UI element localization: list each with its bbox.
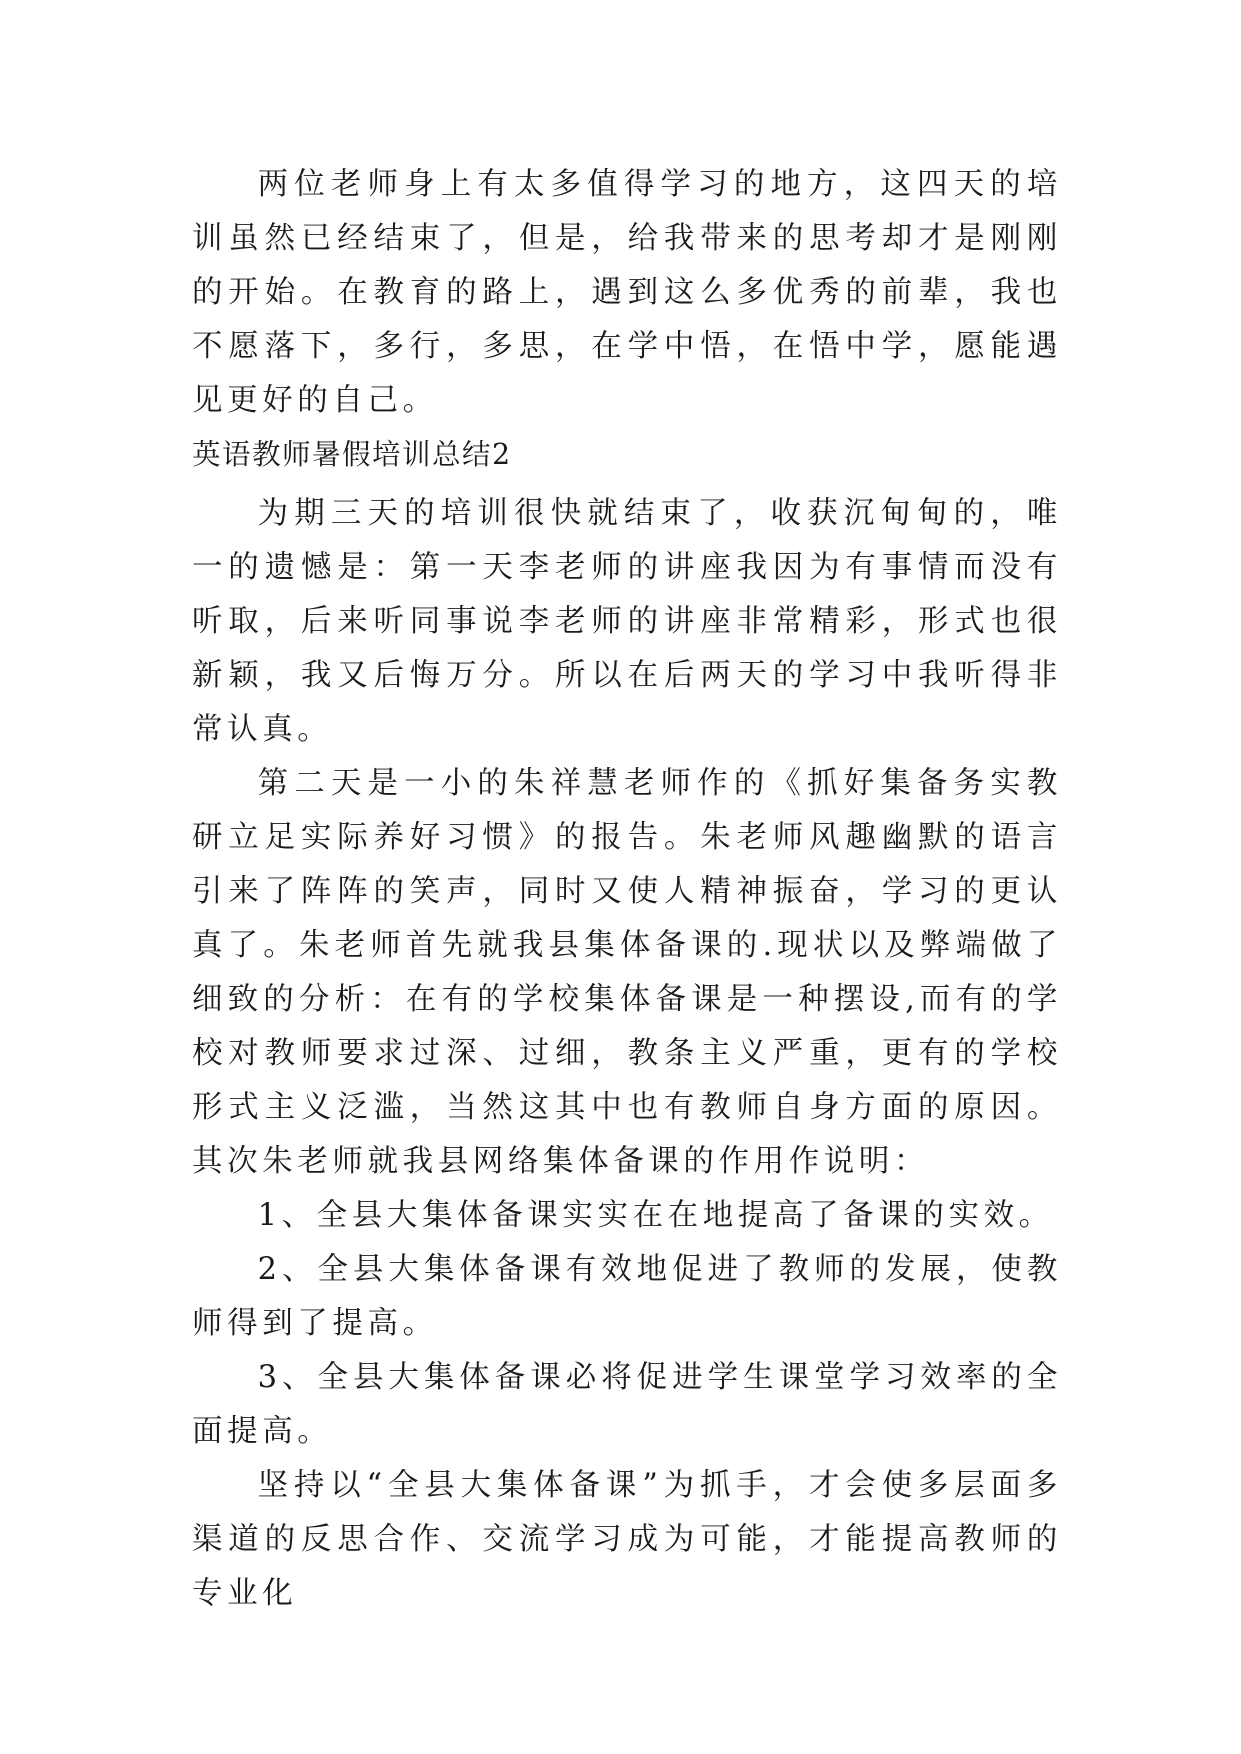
paragraph-second-day-report: 第二天是一小的朱祥慧老师作的《抓好集备务实教研立足实际养好习惯》的报告。朱老师风趣幽默的语言引来了阵阵的笑声，同时又使人精神振奋，学习的更认真了。朱老师首先就我县集体备课的.现状以及弊端做了细致的分析：在有的学校集体备课是一种摆设,而有的学校对教师要求过深、过细，教条主义严重，更有的学校形式主义泛滥，当然这其中也有教师自身方面的原因。其次朱老师就我县网络集体备课的作用作说明： [192,766,1062,1179]
section-heading: 英语教师暑假培训总结2 [192,438,512,471]
list-item-1: 1、全县大集体备课实实在在地提高了备课的实效。 [257,1198,1054,1233]
paragraph-conclusion: 坚持以“全县大集体备课”为抓手，才会使多层面多渠道的反思合作、交流学习成为可能，才能提高教师的专业化 [192,1468,1062,1611]
document-body [192,158,1062,1621]
list-item-3: 3、全县大集体备课必将促进学生课堂学习效率的全面提高。 [192,1360,1062,1449]
list-item-2: 2、全县大集体备课有效地促进了教师的发展，使教师得到了提高。 [192,1252,1062,1341]
paragraph-training-intro: 为期三天的培训很快就结束了，收获沉甸甸的，唯一的遗憾是：第一天李老师的讲座我因为有事情而没有听取，后来听同事说李老师的讲座非常精彩，形式也很新颖，我又后悔万分。所以在后两天的学习中我听得非常认真。 [192,496,1062,747]
paragraph-closing-reflection: 两位老师身上有太多值得学习的地方，这四天的培训虽然已经结束了，但是，给我带来的思考却才是刚刚的开始。在教育的路上，遇到这么多优秀的前辈，我也不愿落下，多行，多思，在学中悟，在悟中学，愿能遇见更好的自己。 [192,167,1062,418]
